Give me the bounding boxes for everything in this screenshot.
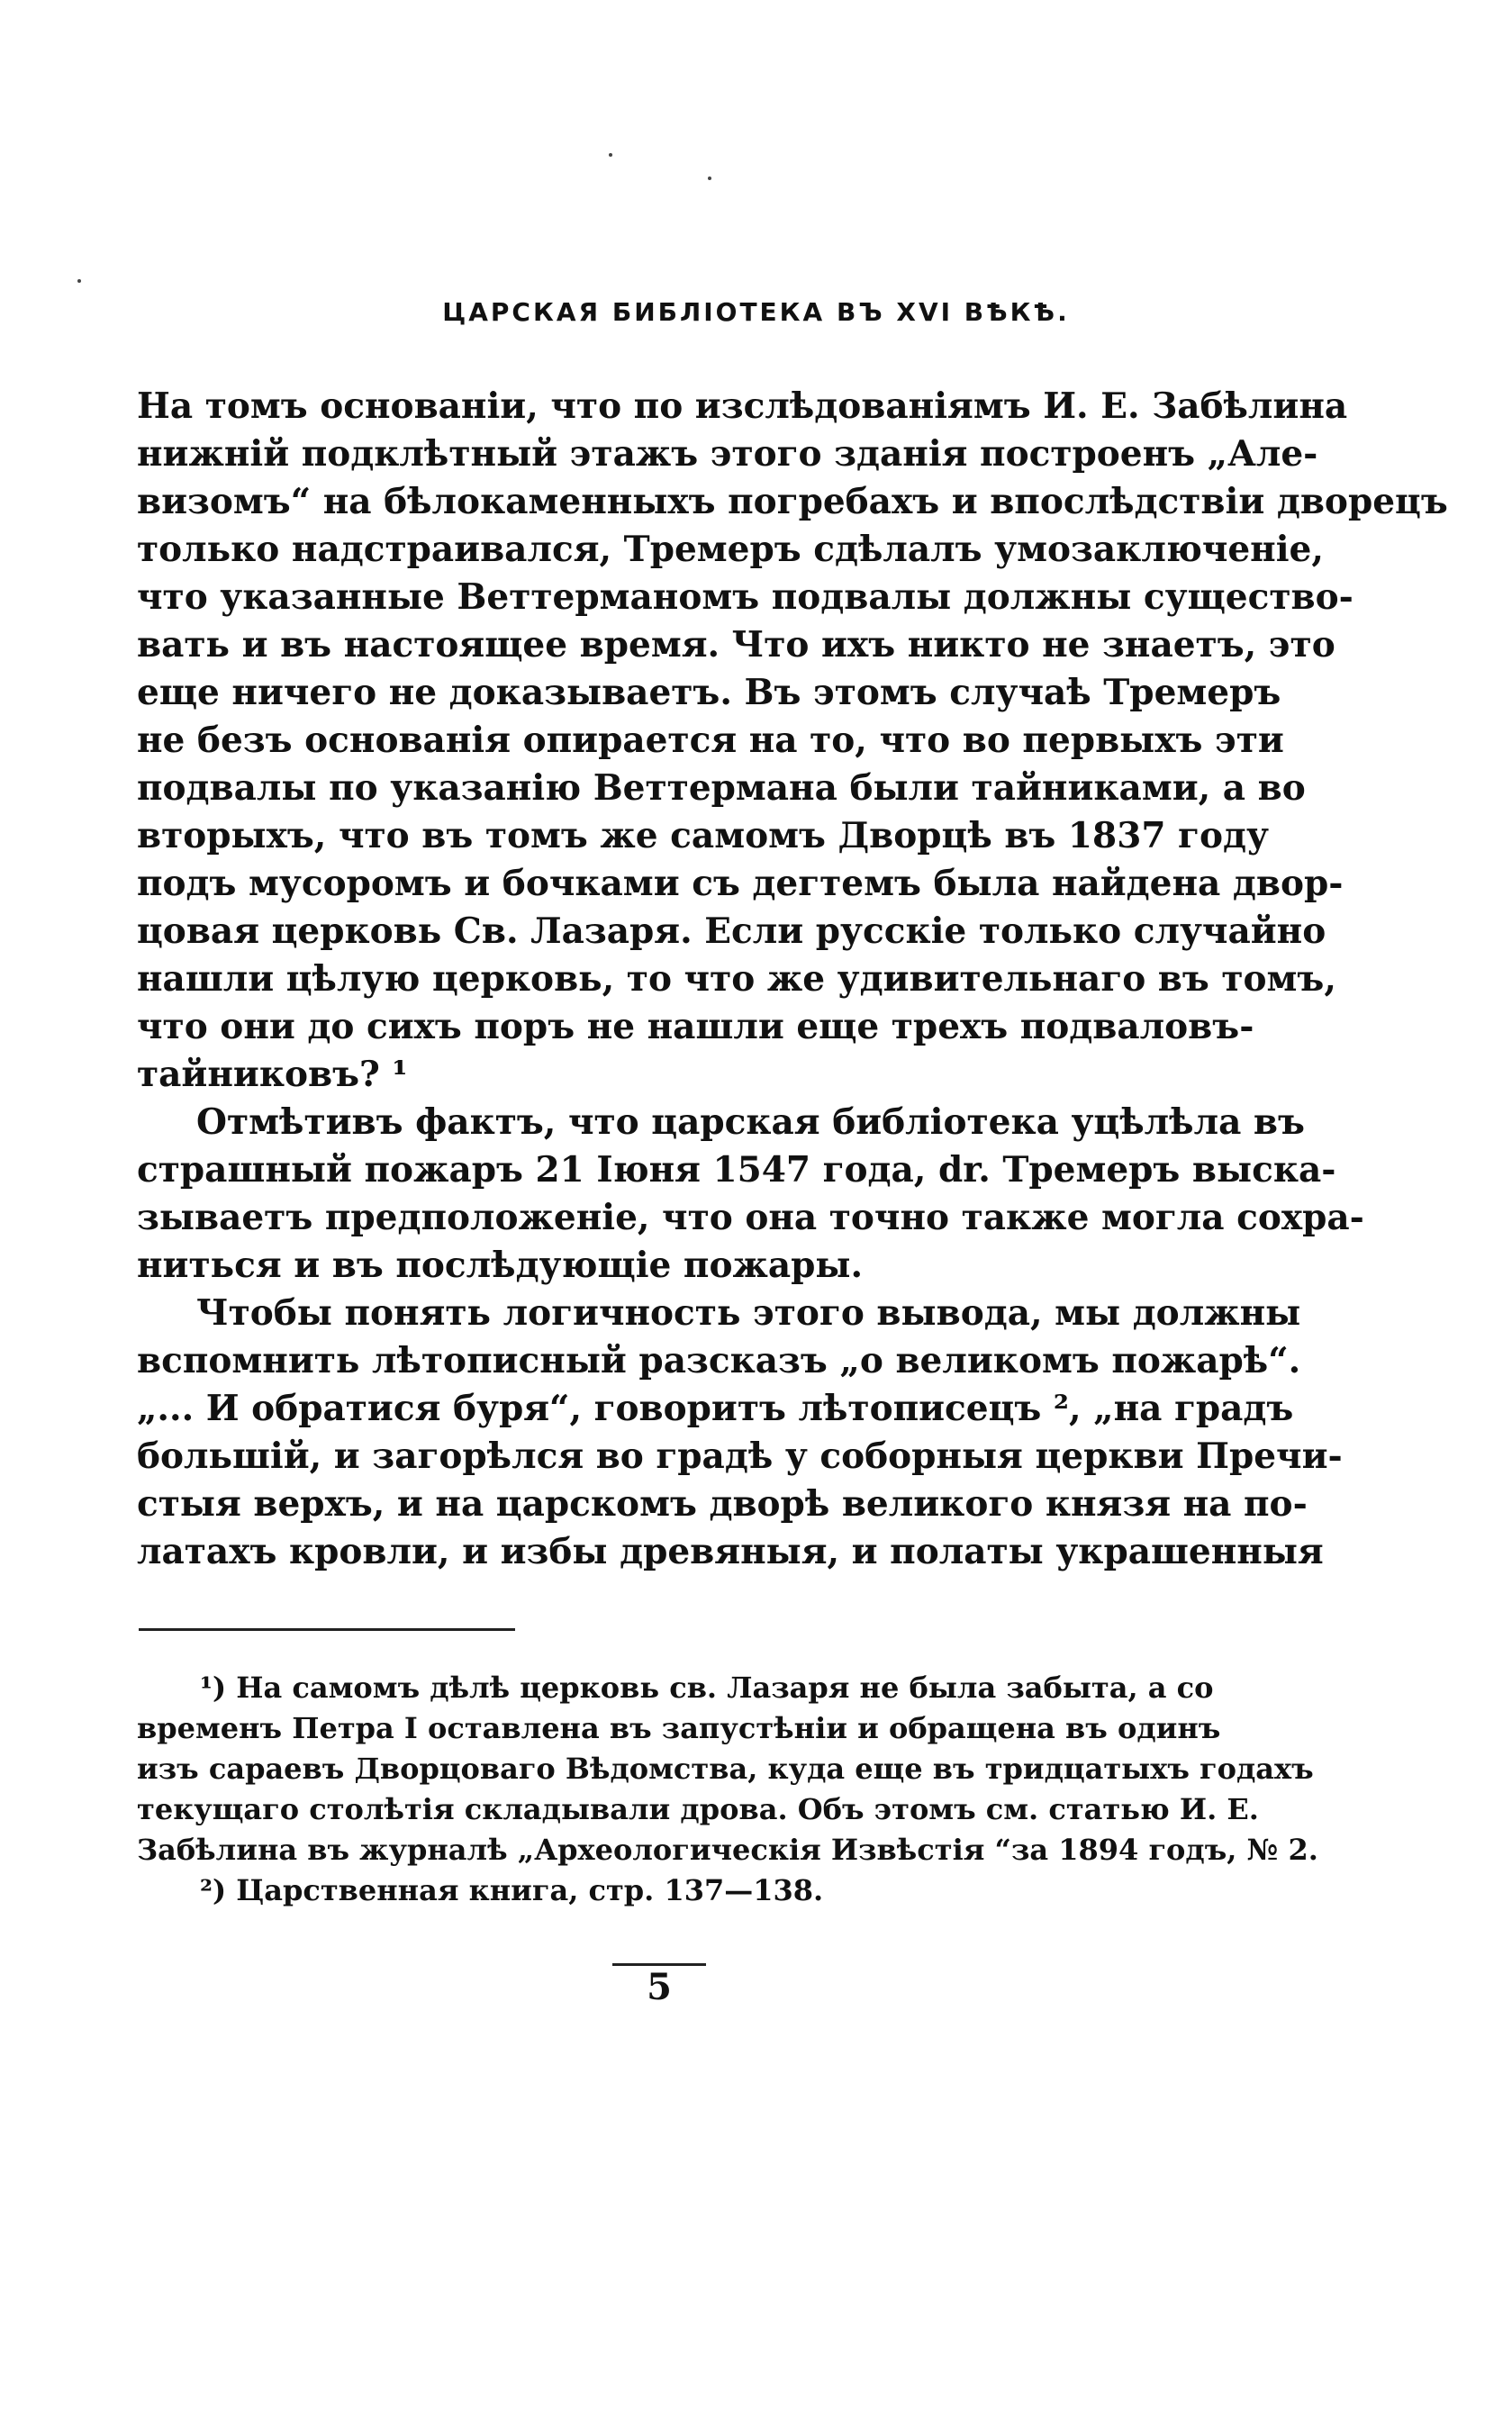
text-line: „... И обратися буря“, говоритъ лѣтописецъ ², „на градъ [137,1388,1294,1429]
footnote-line: ¹) На самомъ дѣлѣ церковь св. Лазаря не была забыта, а со [200,1671,1214,1705]
running-head: ЦАРСКАЯ БИБЛІОТЕКА ВЪ XVI ВѢКѢ. [442,297,1070,327]
footnote-separator [139,1628,515,1631]
text-line: только надстраивался, Тремеръ сдѣлалъ умозаключеніе, [137,529,1324,570]
text-line: стыя верхъ, и на царскомъ дворѣ великого князя на по- [137,1483,1308,1525]
text-line: Чтобы понять логичность этого вывода, мы должны [196,1292,1301,1334]
print-speck [609,153,612,157]
text-line: визомъ“ на бѣлокаменныхъ погребахъ и впослѣдствіи дворецъ [137,481,1448,522]
footnotes [137,1668,1318,1911]
text-line: что они до сихъ поръ не нашли еще трехъ подваловъ- [137,1006,1254,1047]
text-line: вторыхъ, что въ томъ же самомъ Дворцѣ въ 1837 году [137,815,1269,856]
text-line: цовая церковь Св. Лазаря. Если русскіе только случайно [137,910,1326,952]
text-line: латахъ кровли, и избы древяныя, и полаты украшенныя [137,1531,1324,1572]
footnote-line: ²) Царственная книга, стр. 137—138. [200,1873,824,1907]
text-line: тайниковъ? ¹ [137,1054,408,1095]
text-line: что указанные Веттерманомъ подвалы должны существо- [137,576,1354,618]
print-speck [77,279,81,283]
text-line: вспомнить лѣтописный разсказъ „о великомъ пожарѣ“. [137,1340,1301,1381]
footnote-line: временъ Петра I оставлена въ запустѣніи и обращена въ одинъ [137,1711,1221,1745]
text-line: На томъ основаніи, что по изслѣдованіямъ И. Е. Забѣлина [137,385,1348,427]
footnote-line: изъ сараевъ Дворцоваго Вѣдомства, куда еще въ тридцатыхъ годахъ [137,1752,1314,1786]
page-number: 5 [647,1966,672,2008]
text-line: большій, и загорѣлся во градѣ у соборныя церкви Пречи- [137,1435,1343,1477]
text-line: ниться и въ послѣдующіе пожары. [137,1245,864,1286]
body-text [137,383,1448,1576]
text-line: Отмѣтивъ фактъ, что царская библіотека уцѣлѣла въ [196,1101,1305,1143]
footnote-line: текущаго столѣтія складывали дрова. Объ этомъ см. статью И. Е. [137,1792,1259,1826]
text-line: вать и въ настоящее время. Что ихъ никто не знаетъ, это [137,624,1335,666]
text-line: нашли цѣлую церковь, то что же удивительнаго въ томъ, [137,958,1336,1000]
text-line: зываетъ предположеніе, что она точно также могла сохра- [137,1197,1364,1238]
text-line: подвалы по указанію Веттермана были тайниками, а во [137,767,1306,809]
text-line: еще ничего не доказываетъ. Въ этомъ случаѣ Тремеръ [137,672,1281,713]
text-line: не безъ основанія опирается на то, что во первыхъ эти [137,720,1284,761]
print-speck [708,177,711,180]
text-line: нижній подклѣтный этажъ этого зданія построенъ „Але- [137,433,1318,475]
text-line: страшный пожаръ 21 Іюня 1547 года, dr. Тремеръ выска- [137,1149,1336,1191]
text-line: подъ мусоромъ и бочками съ дегтемъ была найдена двор- [137,863,1344,904]
footnote-line: Забѣлина въ журналѣ „Археологическія Извѣстія “за 1894 годъ, № 2. [137,1833,1318,1867]
